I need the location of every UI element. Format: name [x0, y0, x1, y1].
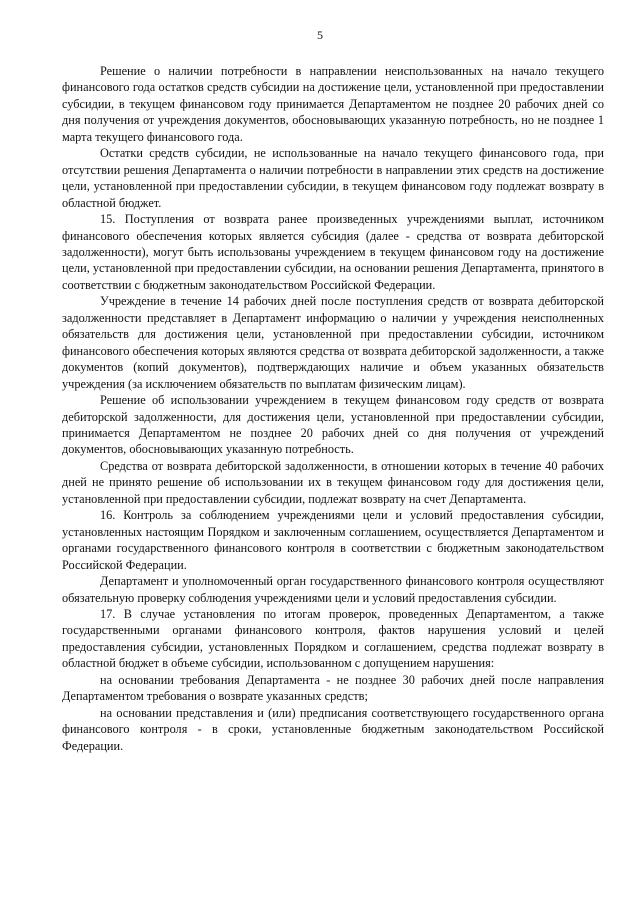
paragraph-receivables-decision: Решение об использовании учреждением в текущем финансовом году средств от возврата дебиторской задолженности, для достижения цели, установленной при предоставлении субсидии, принимается Департаментом не позднее 20 рабочих дней со дня получения от учреждений документов, обосновывающих указанную потребность. [62, 393, 604, 457]
paragraph-control-body-order: на основании представления и (или) предписания соответствующего государственного органа финансового контроля - в сроки, установленные бюджетным законодательством Российской Федерации. [62, 705, 604, 753]
paragraph-mandatory-audit: Департамент и уполномоченный орган государственного финансового контроля осуществляют обязательную проверку соблюдения учреждениями цели и условий предоставления субсидии. [62, 574, 604, 605]
paragraph-receivables-return: Средства от возврата дебиторской задолженности, в отношении которых в течение 40 рабочих дней не принято решение об использовании их в текущем финансовом году для достижения цели, установленной при предоставлении субсидии, подлежат возврату на счет Департамента. [62, 458, 604, 506]
paragraph-clause-15: 15. Поступления от возврата ранее произведенных учреждениями выплат, источником финансового обеспечения которых является субсидия (далее - средства от возврата дебиторской задолженности), могут быть использованы учреждением в текущем финансовом году на достижение цели, установленной при предоставлении субсидии, на основании решения Департамента, принятого в соответствии с бюджетным законодательством Российской Федерации. [62, 212, 604, 292]
paragraph-clause-17: 17. В случае установления по итогам проверок, проведенных Департаментом, а также государственными органами финансового контроля, фактов нарушения условий и целей предоставления субсидии, установленных Порядком и соглашением, средства подлежат возврату в областной бюджет в объеме субсидии, использованном с допущением нарушения: [62, 606, 604, 671]
document-body [62, 63, 604, 754]
paragraph-receivables-info: Учреждение в течение 14 рабочих дней после поступления средств от возврата дебиторской задолженности представляет в Департамент информацию о наличии у учреждения неисполненных обязательств для достижения цели, установленной при предоставлении субсидии, источником финансового обеспечения которых являются средства от возврата дебиторской задолженности, а также документов (копий документов), подтверждающих наличие и объем указанных обязательств учреждения (за исключением обязательств по выплатам физическим лицам). [62, 294, 604, 391]
paragraph-department-requirement: на основании требования Департамента - не позднее 30 рабочих дней после направления Департаментом требования о возврате указанных средств; [62, 672, 604, 704]
paragraph-unused-balance-return: Остатки средств субсидии, не использованные на начало текущего финансового года, при отсутствии решения Департамента о наличии потребности в направлении этих средств на достижение цели, установленной при предоставлении субсидии, в текущем финансовом году подлежат возврату в областной бюджет. [62, 146, 604, 210]
paragraph-clause-16: 16. Контроль за соблюдением учреждениями цели и условий предоставления субсидии, установленных настоящим Порядком и заключенным соглашением, осуществляется Департаментом и органами государственного финансового контроля в соответствии с бюджетным законодательством Российской Федерации. [62, 508, 604, 572]
page-number: 5 [317, 28, 323, 42]
paragraph-subsidy-balance-decision: Решение о наличии потребности в направлении неиспользованных на начало текущего финансового года остатков средств субсидии на достижение цели, установленной при предоставлении субсидии, в текущем финансовом году принимается Департаментом не позднее 20 рабочих дней со дня получения от учреждения документов, обосновывающих указанную потребность, но не позднее 1 марта текущего финансового года. [62, 64, 604, 144]
